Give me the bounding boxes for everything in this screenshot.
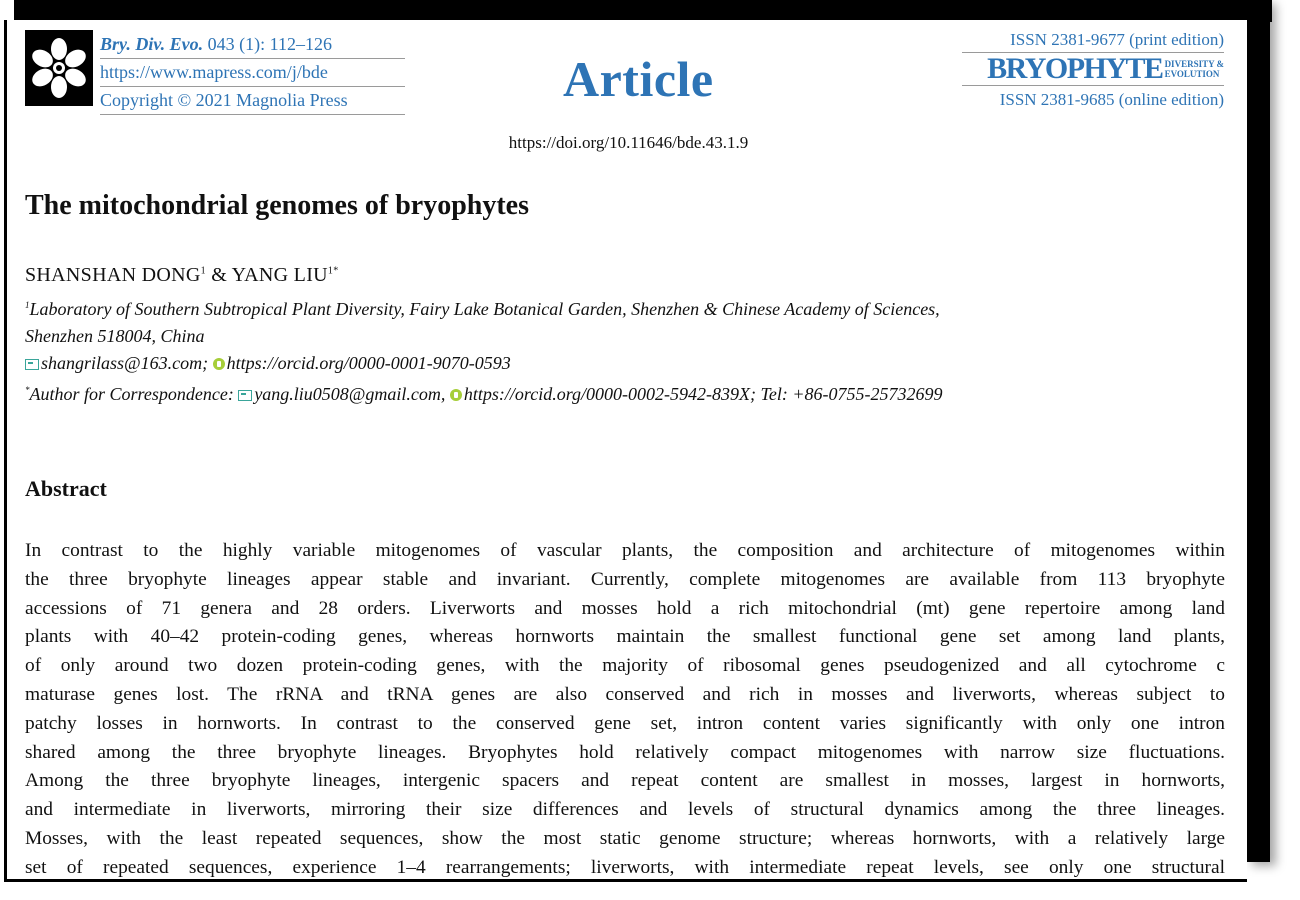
abstract-line: shared among the three bryophyte lineages. Bryophytes hold relatively compact mitogenomes with narrow size fluctuations.	[25, 741, 1225, 763]
bryophyte-brand-logo	[962, 53, 1224, 86]
abstract-heading: Abstract	[25, 476, 107, 501]
affiliation-line-2: Shenzhen 518004, China	[25, 326, 205, 346]
affiliation-block	[25, 292, 1225, 408]
email-icon	[238, 390, 252, 401]
affil-sup: 1	[25, 300, 30, 310]
email-2-link[interactable]: yang.liu0508@gmail.com,	[254, 384, 446, 404]
abstract-line: the three bryophyte lineages appear stable and invariant. Currently, complete mitogenomes are available from 113 bryophyte	[25, 568, 1225, 590]
corr-label: Author for Correspondence:	[29, 384, 234, 404]
abstract-line: maturase genes lost. The rRNA and tRNA genes are also conserved and rich in mosses and liverworts, whereas subject to	[25, 683, 1225, 705]
doi-link[interactable]: https://doi.org/10.11646/bde.43.1.9	[508, 133, 749, 152]
brand-sub-1: DIVERSITY &	[1164, 59, 1224, 69]
affil-text-1: Laboratory of Southern Subtropical Plant Diversity, Fairy Lake Botanical Garden, Shenzhen & Chinese Academy of Sciences,	[29, 299, 940, 319]
volume-pages: 043 (1): 112–126	[207, 34, 332, 54]
email-icon	[25, 359, 39, 370]
issn-block	[962, 27, 1224, 113]
email-1-link[interactable]: shangrilass@163.com;	[41, 353, 209, 373]
page-shadow-top	[14, 0, 1272, 22]
author-1-sup: 1	[200, 265, 206, 277]
telephone: Tel: +86-0755-25732699	[760, 384, 943, 404]
author-2-sup: 1*	[327, 265, 339, 277]
abstract-line: of only around two dozen protein-coding genes, with the majority of ribosomal genes pseudogenized and all cytochrome c	[25, 655, 1225, 677]
corr-sup: *	[25, 385, 30, 395]
magnolia-press-logo	[25, 30, 93, 106]
issn-online: ISSN 2381-9685 (online edition)	[999, 90, 1224, 109]
abstract-line: In contrast to the highly variable mitogenomes of vascular plants, the composition and architecture of mitogenomes within	[25, 540, 1225, 561]
orcid-2-link[interactable]: https://orcid.org/0000-0002-5942-839X;	[463, 384, 756, 404]
affiliation-line-1	[25, 292, 1225, 323]
abstract-line: accessions of 71 genera and 28 orders. Liverworts and mosses hold a rich mitochondrial (mt) gene repertoire among land	[25, 597, 1225, 619]
brand-subtitle	[1165, 59, 1224, 79]
orcid-icon	[450, 389, 462, 401]
orcid-icon	[213, 358, 225, 370]
contact-line-1	[25, 350, 1225, 377]
orcid-1-link[interactable]: https://orcid.org/0000-0001-9070-0593	[226, 353, 511, 373]
brand-sub-2: EVOLUTION	[1164, 69, 1220, 79]
journal-volume-line	[100, 31, 405, 59]
copyright-text: Copyright © 2021 Magnolia Press	[100, 87, 405, 115]
author-1: SHANSHAN DONG	[25, 264, 201, 286]
article-type-label: Article	[563, 51, 714, 107]
abstract-line: and intermediate in liverworts, mirroring their size differences and levels of structural dynamics among the three lineages.	[25, 799, 1225, 821]
journal-citation-block	[100, 31, 405, 115]
journal-abbr: Bry. Div. Evo.	[100, 34, 204, 54]
authors-line	[25, 264, 339, 287]
issn-print: ISSN 2381-9677 (print edition)	[962, 27, 1224, 53]
paper-title: The mitochondrial genomes of bryophytes	[25, 190, 529, 221]
article-page	[4, 20, 1247, 882]
abstract-line: Mosses, with the least repeated sequences, show the most static genome structure; whereas hornworts, with a relatively large	[25, 827, 1225, 849]
correspondence-line	[25, 377, 1225, 408]
author-conj: &	[205, 264, 232, 286]
page-shadow-right	[1246, 0, 1270, 862]
abstract-line: Among the three bryophyte lineages, intergenic spacers and repeat content are smallest in mosses, largest in hornworts,	[25, 770, 1225, 792]
abstract-line: plants with 40–42 protein-coding genes, whereas hornworts maintain the smallest functional gene set among land plants,	[25, 626, 1225, 648]
abstract-line: set of repeated sequences, experience 1–4 rearrangements; liverworts, with intermediate repeat levels, see only one structural	[25, 856, 1225, 878]
abstract-line: patchy losses in hornworts. In contrast to the conserved gene set, intron content varies significantly with only one intron	[25, 712, 1225, 734]
author-2: YANG LIU	[231, 264, 328, 286]
journal-url-link[interactable]: https://www.mapress.com/j/bde	[100, 59, 405, 87]
abstract-body	[25, 537, 1225, 882]
brand-name: BRYOPHYTE	[987, 52, 1163, 85]
